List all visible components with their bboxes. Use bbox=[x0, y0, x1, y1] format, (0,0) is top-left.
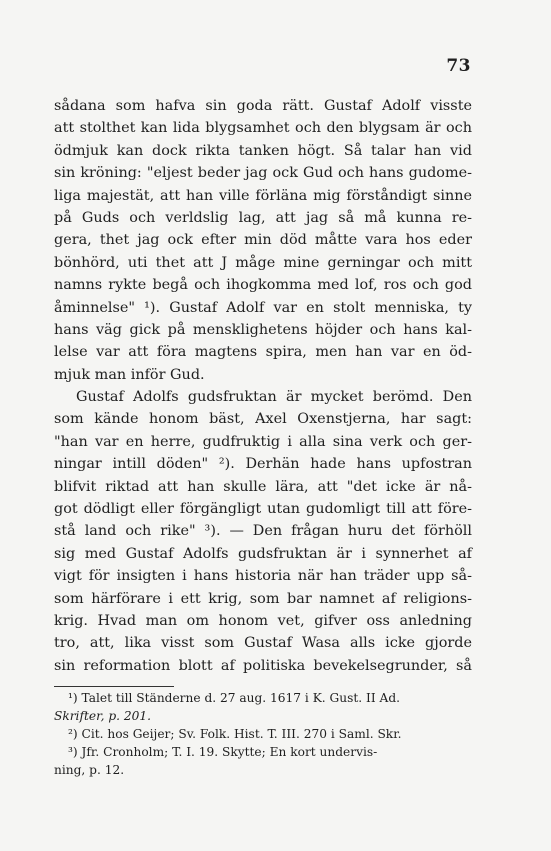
text-line: sin reformation blott af politiska bevekelsegrunder, så bbox=[54, 657, 472, 674]
footnote-line: Skrifter, p. 201. bbox=[54, 709, 151, 723]
text-line: lelse var att föra magtens spira, men han var en öd- bbox=[54, 344, 472, 361]
footnote-divider bbox=[54, 686, 174, 687]
footnote-line: ³) Jfr. Cronholm; T. I. 19. Skytte; En kort undervis- bbox=[68, 745, 378, 759]
text-line: gera, thet jag ock efter min död måtte vara hos eder bbox=[54, 232, 472, 249]
footnote-line: ²) Cit. hos Geijer; Sv. Folk. Hist. T. III. 270 i Saml. Skr. bbox=[68, 727, 402, 741]
footnote-line: ning, p. 12. bbox=[54, 763, 125, 777]
text-line: liga majestät, att han ville förläna mig förståndigt sinne bbox=[54, 187, 472, 204]
page-number: 73 bbox=[446, 56, 471, 76]
text-line: sig med Gustaf Adolfs gudsfruktan är i synnerhet af bbox=[54, 545, 472, 562]
text-line: ödmjuk kan dock rikta tanken högt. Så talar han vid bbox=[54, 142, 472, 159]
text-line: att stolthet kan lida blygsamhet och den blygsam är och bbox=[54, 120, 472, 137]
footnote-line: ¹) Talet till Ständerne d. 27 aug. 1617 i K. Gust. II Ad. bbox=[68, 691, 401, 705]
text-line: blifvit riktad att han skulle lära, att "det icke är nå- bbox=[54, 478, 472, 495]
text-line: åminnelse" ¹). Gustaf Adolf var en stolt menniska, ty bbox=[54, 299, 472, 316]
text-line: ningar intill döden" ²). Derhän hade hans upfostran bbox=[54, 456, 472, 473]
text-line: got dödligt eller förgängligt utan gudomligt till att före- bbox=[54, 501, 472, 518]
text-line: som kände honom bäst, Axel Oxenstjerna, har sagt: bbox=[54, 411, 472, 428]
text-line: tro, att, lika visst som Gustaf Wasa alls icke gjorde bbox=[54, 635, 472, 652]
text-line: bönhörd, uti thet att J måge mine gerningar och mitt bbox=[54, 254, 472, 271]
text-line: vigt för insigten i hans historia när han träder upp så- bbox=[54, 568, 472, 585]
text-line: mjuk man inför Gud. bbox=[54, 366, 205, 383]
text-line: stå land och rike" ³). — Den frågan huru det förhöll bbox=[54, 523, 472, 540]
text-line: krig. Hvad man om honom vet, gifver oss anledning bbox=[54, 612, 472, 629]
text-line: som härförare i ett krig, som bar namnet af religions- bbox=[54, 590, 472, 607]
text-line: Gustaf Adolfs gudsfruktan är mycket berömd. Den bbox=[76, 389, 472, 406]
footnotes bbox=[54, 689, 472, 779]
text-line: namns rykte begå och ihogkomma med lof, ros och god bbox=[54, 277, 472, 294]
body-text bbox=[54, 95, 472, 677]
text-line: sin kröning: "eljest beder jag ock Gud och hans gudome- bbox=[54, 165, 472, 182]
text-line: "han var en herre, gudfruktig i alla sina verk och ger- bbox=[54, 433, 472, 450]
text-line: på Guds och verldslig lag, att jag så må kunna re- bbox=[54, 209, 472, 226]
text-line: sådana som hafva sin goda rätt. Gustaf Adolf visste bbox=[54, 98, 472, 114]
text-line: hans väg gick på mensklighetens höjder och hans kal- bbox=[54, 321, 472, 338]
